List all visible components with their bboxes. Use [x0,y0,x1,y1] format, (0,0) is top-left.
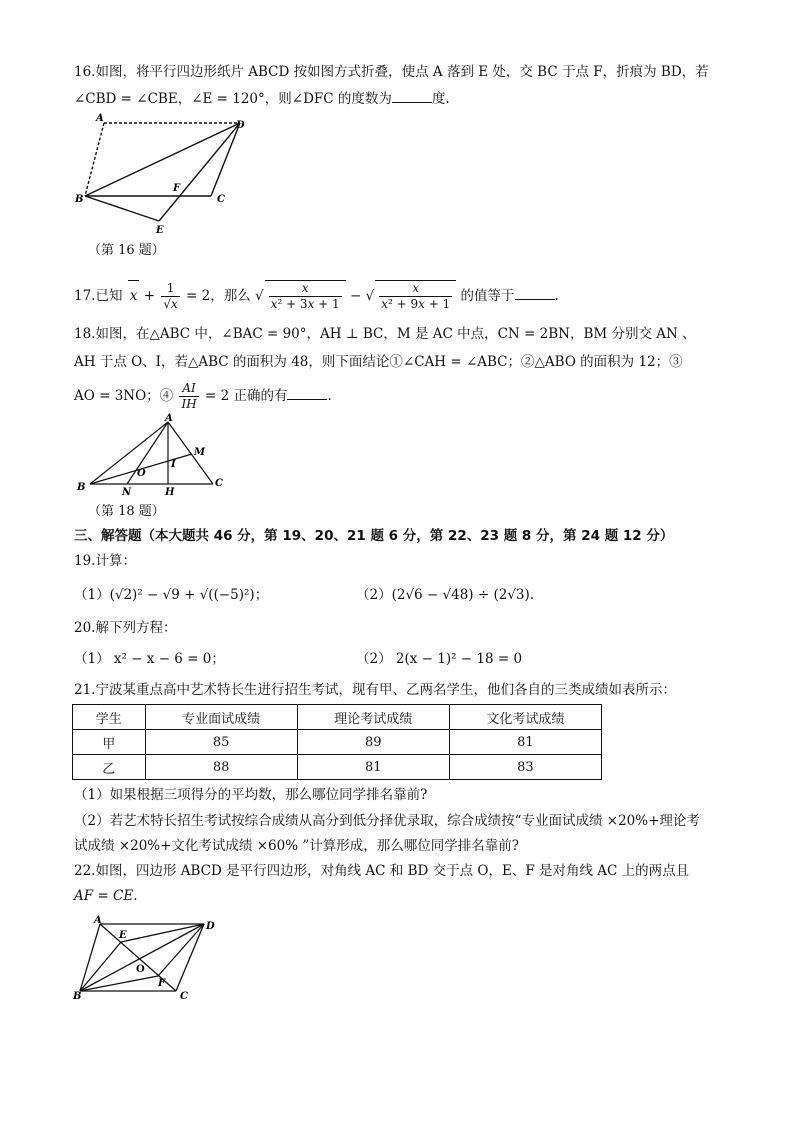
q21-score-table [72,704,602,780]
q16-label-D: D [236,120,245,131]
q21-sub2-line2: 试成绩 ×20%+文化考试成绩 ×60% ”计算形成，那么哪位同学排名靠前? [74,838,519,854]
q18-label-H: H [165,487,175,498]
q18-label-B: B [77,482,86,493]
q19-title: 19.计算： [74,553,136,569]
q16-label-F: F [173,183,181,194]
q16-caption: （第 16 题） [88,243,165,258]
q17-end: . [554,288,559,304]
q17-sqrt-x: x [128,280,140,311]
q17-sqrt-frac2: $\frac{x}{\text{x² + 9x + 1}}$ [375,280,456,312]
q19-part2: （2）(2√6 − √48) ÷ (2√3). [356,587,535,603]
q21-sub1: （1）如果根据三项得分的平均数，那么哪位同学排名靠前? [74,787,428,803]
q18-label-A: A [165,413,173,424]
q18-line3-pre: AO = 3NO；④ [74,388,174,404]
table-cell: 89 [297,730,449,755]
q17-post: 的值等于 [460,288,515,304]
table-cell: 乙 [73,755,146,780]
table-cell: 甲 [73,730,146,755]
table-header: 理论考试成绩 [297,705,449,730]
table-row [73,730,602,755]
q18-line3-post: = 2 正确的有 [205,388,288,404]
q17-pre: 17.已知 [74,288,123,304]
q18-line3 [74,381,332,412]
q20-title: 20.解下列方程： [74,620,177,636]
table-cell: 83 [449,755,601,780]
q16-figure [72,110,262,240]
table-cell: 88 [145,755,297,780]
q20-part1: （1） x² − x − 6 = 0； [74,651,225,667]
q18-line3-end: . [327,388,332,404]
q18-label-I: I [171,459,176,470]
table-header: 学生 [73,705,146,730]
q16-label-C: C [217,194,225,205]
q22-line1: 22.如图，四边形 ABCD 是平行四边形，对角线 AC 和 BD 交于点 O，E、F 是对角线 AC 上的两点且 [74,863,690,879]
q16-label-A: A [96,113,104,124]
q20-part2: （2） 2(x − 1)² − 18 = 0 [356,651,523,667]
q22-label-D: D [206,921,215,932]
q21-intro: 21.宁波某重点高中艺术特长生进行招生考试，现有甲、乙两名学生，他们各自的三类成绩如表所示： [74,682,676,698]
q22-label-C: C [180,991,188,1002]
q16-line1: 16.如图，将平行四边形纸片 ABCD 按如图方式折叠，使点 A 落到 E 处，交 BC 于点 F，折痕为 BD，若 [74,64,709,80]
q18-figure [72,412,232,500]
section-3-heading: 三、解答题（本大题共 46 分，第 19、20、21 题 6 分，第 22、23 题 8 分，第 24 题 12 分） [74,528,674,544]
q16-answer-blank [392,88,432,103]
q22-label-F: F [158,978,166,989]
q17-answer-blank [515,285,555,300]
table-cell: 85 [145,730,297,755]
q19-part1: （1）(√2)² − √9 + √((−5)²)； [74,587,269,603]
q22-label-E: E [119,930,127,941]
q16-line2-pre: ∠CBD = ∠CBE，∠E = 120°，则∠DFC 的度数为 [74,91,392,107]
q22-label-O: O [136,964,145,975]
q18-line2: AH 于点 O、I，若△ABC 的面积为 48，则下面结论①∠CAH = ∠ABC；②△ABO 的面积为 12；③ [74,354,683,370]
q18-label-N: N [122,487,132,498]
q16-line2 [74,88,450,109]
q22-label-A: A [94,915,102,926]
q16-label-E: E [156,225,164,236]
q16-label-B: B [75,194,84,205]
table-header: 文化考试成绩 [449,705,601,730]
q17-line: 17.已知 x + $\frac{1}{√x}$ = 2，那么 √ $\frac{x}{\text{x² + 3x + 1}}$ − √ $\frac{x}{\text{x² + 9x + 1}}$ 的值等于 . [74,281,559,311]
q22-label-B: B [73,991,82,1002]
table-cell: 81 [297,755,449,780]
table-header: 专业面试成绩 [145,705,297,730]
q22-figure [72,915,222,1007]
q22-line2: AF = CE. [74,888,138,904]
table-cell: 81 [449,730,601,755]
q21-sub2-line1: （2）若艺术特长招生考试按综合成绩从高分到低分择优录取，综合成绩按“专业面试成绩 ×20%+理论考 [74,813,700,829]
q18-answer-blank [287,385,327,400]
q17-frac1: $\frac{1}{√x}$ [163,281,178,311]
table-header-row [73,705,602,730]
q18-label-M: M [194,447,206,458]
q18-frac: $\frac{AI}{IH}$ [181,381,197,411]
q17-sqrt-frac1: $\frac{x}{\text{x² + 3x + 1}}$ [265,280,346,312]
q18-label-C: C [215,478,223,489]
q16-line2-post: 度. [431,91,450,107]
q18-line1: 18.如图，在△ABC 中，∠BAC = 90°，AH ⊥ BC，M 是 AC 中点，CN = 2BN，BM 分别交 AN 、 [74,326,696,342]
q18-label-O: O [137,468,146,479]
table-row [73,755,602,780]
q17-mid: = 2，那么 [186,288,251,304]
q18-caption: （第 18 题） [88,504,165,519]
